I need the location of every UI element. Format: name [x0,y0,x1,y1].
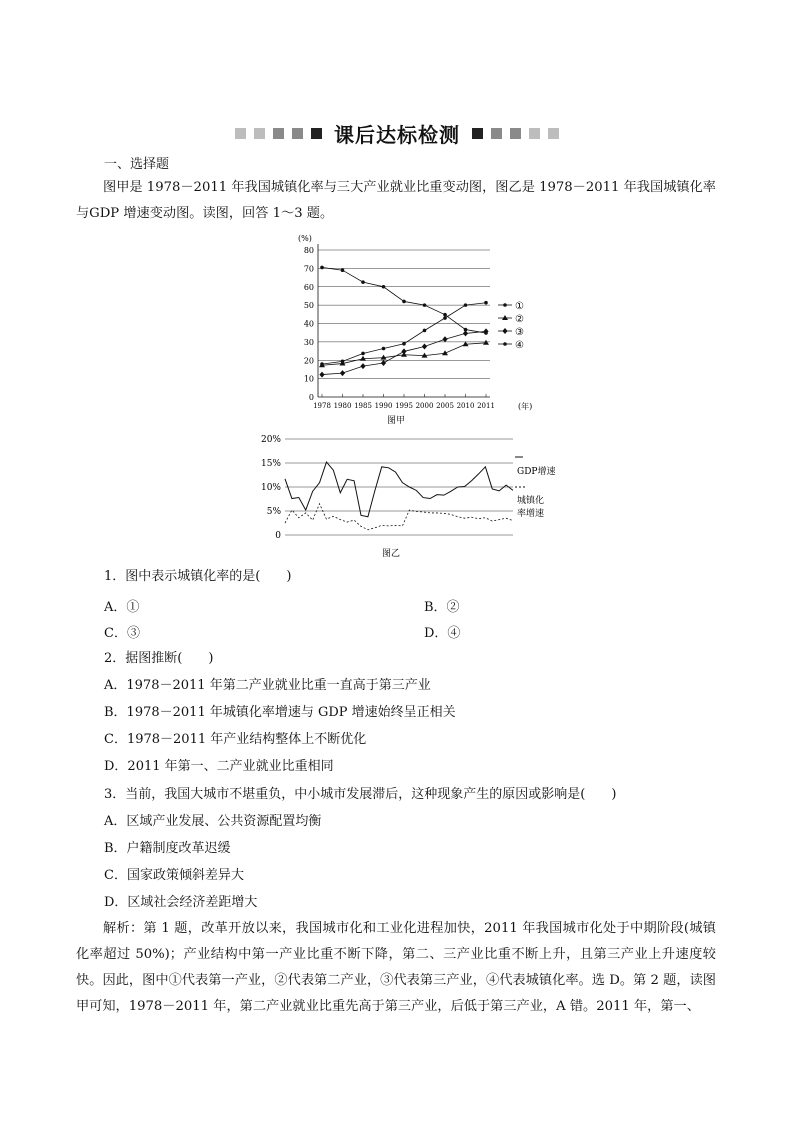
decor-square [510,128,521,139]
series-point [402,342,406,346]
section-heading: 一、选择题 [104,157,170,172]
series-point [463,330,468,336]
legend-label: ② [515,314,524,325]
series-point [382,347,386,351]
legend-urban-label-2: 率增速 [517,509,545,519]
legend-urban-label-1: 城镇化 [517,496,545,506]
figure-b-series [285,462,513,530]
q1-option-a[interactable]: A．① [104,600,140,615]
series-point [319,372,324,378]
question-2-stem: 2．据图推断( ) [104,651,214,666]
series-point [320,266,324,270]
x-tick-label: 2000 [415,402,434,410]
q1-option-b[interactable]: B．② [424,600,460,615]
figure-a-y-unit: (%) [298,234,312,243]
y-tick-label: 80 [303,246,314,255]
series-point [442,336,447,342]
series-point [422,343,427,349]
figure-a-caption: 图甲 [387,416,406,426]
y-tick-label: 20% [260,435,281,445]
series-point [361,352,365,356]
decor-square [491,128,502,139]
series-point [340,370,345,376]
y-tick-label: 5% [266,507,281,517]
legend-label: ④ [515,340,524,351]
decor-square [273,128,284,139]
figure-b-grid [261,435,513,541]
series-point [402,300,406,304]
decor-square [254,128,265,139]
gdp-line [285,462,513,517]
legend-marker [502,328,507,334]
legend-label: ③ [515,327,524,338]
decor-square [311,128,322,139]
series-point [483,328,488,334]
q1-option-d[interactable]: D．④ [424,626,461,641]
figure-a-legend [498,301,524,351]
y-tick-label: 10 [303,374,314,384]
y-tick-label: 10% [260,483,281,493]
q3-option-c[interactable]: C．国家政策倾斜差异大 [104,868,244,883]
x-tick-label: 1980 [333,402,352,410]
x-tick-label: 1995 [395,402,413,410]
y-tick-label: 70 [303,264,314,274]
series-point [360,363,365,369]
decor-square [529,128,540,139]
intro-paragraph: 图甲是 1978－2011 年我国城镇化率与三大产业就业比重变动图，图乙是 1978－2011 年我国城镇化率与GDP 增速变动图。读图，回答 1～3 题。 [76,180,716,221]
q2-option-c[interactable]: C．1978－2011 年产业结构整体上不断优化 [104,732,367,747]
legend-gdp-label: GDP增速 [517,467,556,477]
q3-option-b[interactable]: B．户籍制度改革迟缓 [104,841,231,856]
question-1-stem: 1．图中表示城镇化率的是( ) [104,569,292,584]
q2-option-b[interactable]: B．1978－2011 年城镇化率增速与 GDP 增速始终呈正相关 [104,705,456,720]
y-tick-label: 0 [308,393,314,402]
q2-option-a[interactable]: A．1978－2011 年第二产业就业比重一直高于第三产业 [104,678,431,693]
y-tick-label: 60 [303,282,314,292]
q3-option-d[interactable]: D．区域社会经济差距增大 [104,895,258,910]
urbanization-line [285,504,513,530]
figure-a-chart [290,228,540,426]
x-tick-label: 1990 [374,402,393,410]
analysis-paragraph: 解析：第 1 题，改革开放以来，我国城市化和工业化进程加快，2011 年我国城市化处于中期阶段(城镇化率超过 50%)；产业结构中第一产业比重不断下降，第二、三产业比重不断上升，且第三产业上升速度较快。因此，图中①代表第一产业，②代表第二产业，③代表第三产业，④代表城镇化率。选 D。第 2 题，读图甲可知，1978－2011 年，第二产业就业比重先高于第三产业，后低于第三产业，A 错。2011 年，第一、 [76,921,716,1014]
y-tick-label: 20 [303,356,314,366]
q1-option-c[interactable]: C．③ [104,626,140,641]
question-3-stem: 3．当前，我国大城市不堪重负，中小城市发展滞后，这种现象产生的原因或影响是( ) [104,787,617,802]
series-point [423,303,427,307]
decor-square [235,128,246,139]
decor-square [292,128,303,139]
y-tick-label: 50 [303,301,314,311]
figure-a-series [319,266,489,378]
q2-option-d[interactable]: D．2011 年第一、二产业就业比重相同 [104,759,334,774]
series-point [381,360,386,366]
figure-a-x-unit: (年) [518,402,533,411]
legend-marker [502,315,508,320]
decor-square [548,128,559,139]
decor-square [472,128,483,139]
series-point [341,268,345,272]
series-point [361,280,365,284]
legend-marker [503,303,507,307]
figure-b-chart [255,430,595,560]
x-tick-label: 2005 [436,402,454,410]
legend-label: ① [515,301,524,312]
series-point [443,313,447,317]
series-point [483,340,489,345]
figure-b-caption: 图乙 [382,549,401,559]
q3-option-a[interactable]: A．区域产业发展、公共资源配置均衡 [104,814,322,829]
series-point [341,360,345,364]
x-tick-label: 2011 [477,402,495,410]
y-tick-label: 40 [303,319,314,329]
series-point [382,285,386,289]
series-point [464,303,468,307]
legend-marker [503,342,507,346]
series-point [443,316,447,320]
y-tick-label: 15% [260,459,281,469]
page-title: 课后达标检测 [334,122,460,147]
y-tick-label: 0 [275,531,281,541]
series-point [320,362,324,366]
x-tick-label: 1985 [354,402,372,410]
title-row [0,120,794,146]
series-point [423,329,427,333]
x-tick-label: 1978 [313,402,331,410]
y-tick-label: 30 [303,337,314,347]
series-point [484,301,488,305]
series-point [401,348,406,354]
x-tick-label: 2010 [456,402,475,410]
